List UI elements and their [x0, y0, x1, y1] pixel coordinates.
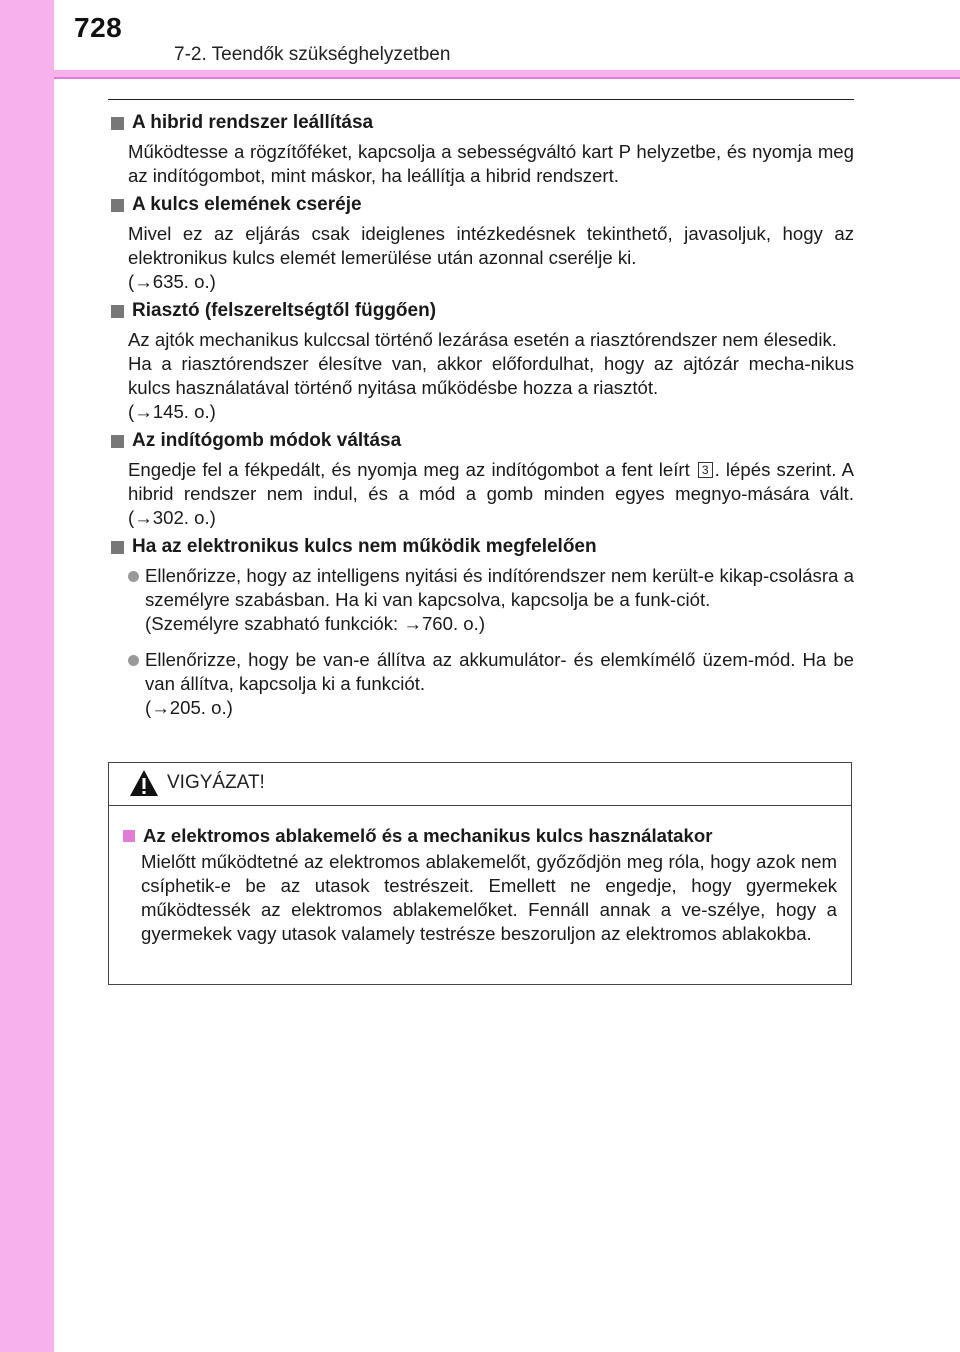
list-item	[128, 564, 854, 636]
section-start-button-modes	[108, 428, 854, 530]
text-after-step: . lépés szerint. A hibrid rendszer nem indul, és a mód a gomb minden egyes megnyo-mására vált. (→302. o.)	[128, 459, 854, 528]
section-heading	[108, 534, 854, 560]
section-heading-text: Riasztó (felszereltségtől függően)	[132, 300, 437, 321]
paragraph: Mivel ez az eljárás csak ideiglenes intézkedésnek tekinthető, javasoljuk, hogy az elektronikus kulcs elemét lemerülése után azonnal cserélje ki.	[128, 223, 854, 268]
section-heading-text: A kulcs elemének cseréje	[132, 194, 362, 215]
list-item	[128, 648, 854, 720]
round-bullet-icon	[128, 655, 139, 666]
section-alarm	[108, 298, 854, 424]
section-key-malfunction	[108, 534, 854, 720]
round-bullet-icon	[128, 571, 139, 582]
paragraph: Ha a riasztórendszer élesítve van, akkor előfordulhat, hogy az ajtózár mecha-nikus kulcs használatával történő nyitása működésbe hozza a riasztót.	[128, 353, 854, 398]
square-bullet-icon	[111, 541, 124, 554]
section-heading	[108, 298, 854, 324]
page-reference: (→145. o.)	[128, 401, 216, 422]
square-bullet-icon	[111, 117, 124, 130]
side-tab-bar	[0, 0, 54, 1352]
section-hybrid-shutdown	[108, 110, 854, 188]
paragraph: Működtesse a rögzítőféket, kapcsolja a sebességváltó kart P helyzetbe, és nyomja meg az indítógombot, mint máskor, ha leállítja a hibrid rendszert.	[128, 141, 854, 186]
section-heading-text: Az indítógomb módok váltása	[132, 430, 402, 451]
list-item-body	[145, 648, 854, 720]
section-heading	[108, 192, 854, 218]
step-number-box: 3	[698, 462, 713, 478]
square-bullet-icon	[123, 830, 135, 842]
page-number: 728	[74, 12, 123, 43]
text-before-step: Engedje fel a fékpedált, és nyomja meg az indítógombot a fent leírt	[128, 459, 690, 480]
list-item-body	[145, 564, 854, 636]
warning-heading-text: Az elektromos ablakemelő és a mechanikus kulcs használatakor	[143, 825, 713, 846]
warning-box	[108, 762, 852, 985]
page-reference: (→635. o.)	[128, 271, 216, 292]
page-reference: (Személyre szabható funkciók: →760. o.)	[145, 613, 486, 634]
page-reference: (→205. o.)	[145, 697, 233, 718]
warning-text: Mielőtt működtetné az elektromos ablakemelőt, győződjön meg róla, hogy azok nem csíphetik-e be az utasok testrészeit. Emellett ne engedje, hogy gyermekek működtessék az elektromos ablakemelőket. Fennáll annak a ve-szélye, hogy a gyermekek vagy utasok valamely testrésze beszoruljon az elektromos ablakokba.	[141, 851, 837, 944]
list-item-text: Ellenőrizze, hogy be van-e állítva az akkumulátor- és elemkímélő üzem-mód. Ha be van állítva, kapcsolja ki a funkciót.	[145, 649, 854, 694]
section-key-battery	[108, 192, 854, 294]
paragraph: Az ajtók mechanikus kulccsal történő lezárása esetén a riasztórendszer nem élesedik.	[128, 329, 837, 350]
chapter-title: 7-2. Teendők szükséghelyzetben	[174, 44, 451, 65]
content-top-rule	[108, 99, 854, 100]
content	[108, 110, 854, 732]
warning-title: VIGYÁZAT!	[167, 772, 265, 793]
warning-body	[109, 806, 851, 946]
header-divider	[54, 77, 960, 79]
section-heading-text: Ha az elektronikus kulcs nem működik megfelelően	[132, 536, 597, 557]
warning-header	[109, 763, 851, 806]
list-item-text: Ellenőrizze, hogy az intelligens nyitási és indítórendszer nem került-e kikap-csolásra a személyre szabásban. Ha ki van kapcsolva, kapcsolja be a funk-ciót.	[145, 565, 854, 610]
section-heading	[108, 110, 854, 136]
warning-triangle-icon	[129, 769, 159, 802]
section-heading-text: A hibrid rendszer leállítása	[132, 112, 374, 133]
square-bullet-icon	[111, 199, 124, 212]
square-bullet-icon	[111, 435, 124, 448]
section-heading	[108, 428, 854, 454]
warning-heading	[117, 824, 837, 848]
square-bullet-icon	[111, 305, 124, 318]
paragraph	[128, 458, 854, 530]
